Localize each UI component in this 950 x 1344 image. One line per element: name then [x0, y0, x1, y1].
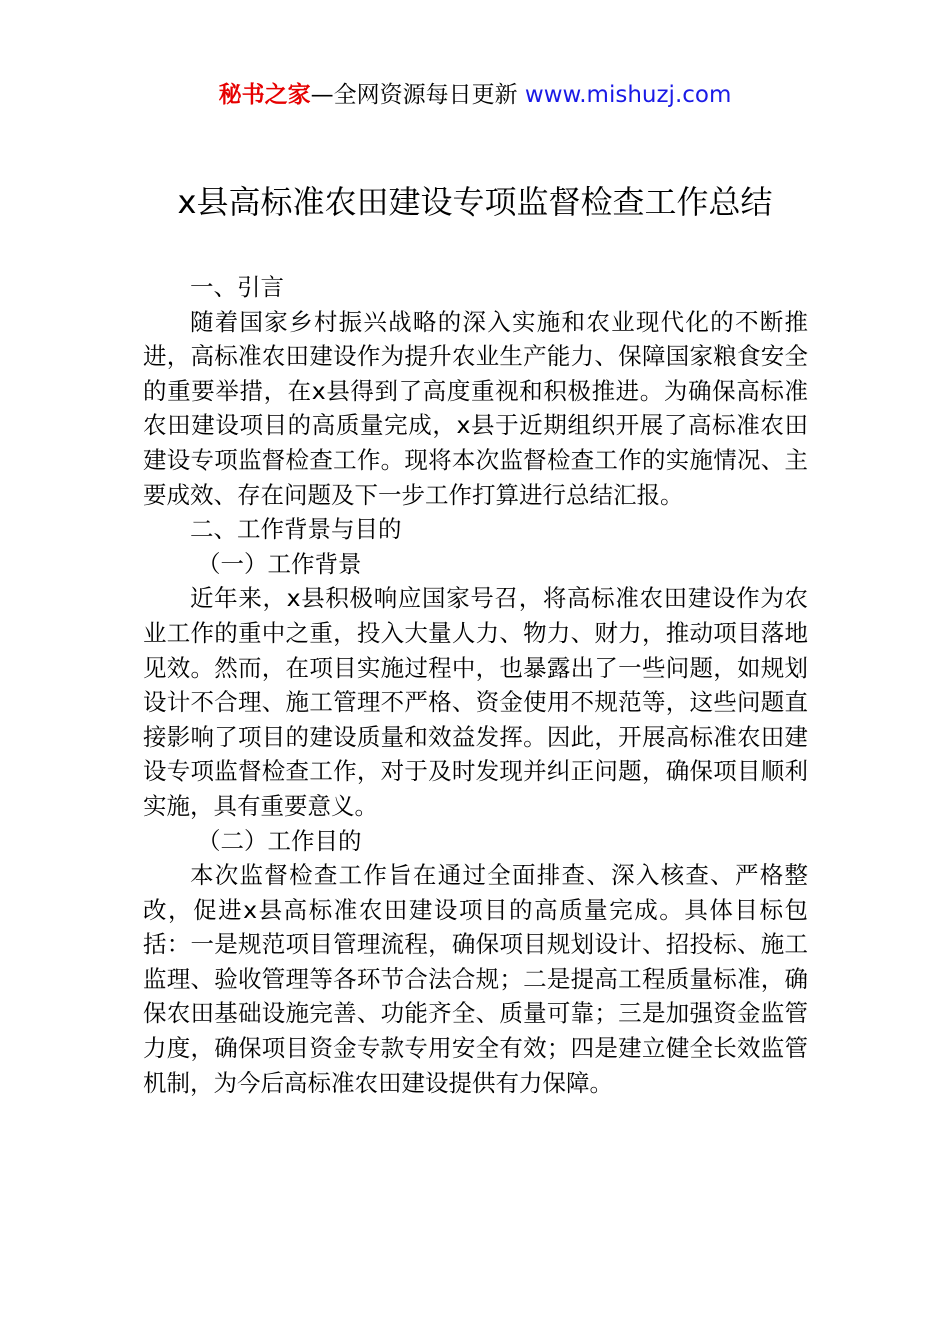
- paragraph-intro: 随着国家乡村振兴战略的深入实施和农业现代化的不断推进，高标准农田建设作为提升农业生产能力、保障国家粮食安全的重要举措，在x县得到了高度重视和积极推进。为确保高标准农田建设项目的高质量完成，x县于近期组织开展了高标准农田建设专项监督检查工作。现将本次监督检查工作的实施情况、主要成效、存在问题及下一步工作打算进行总结汇报。: [143, 307, 808, 509]
- site-header: [0, 78, 950, 112]
- paragraph-purpose: 本次监督检查工作旨在通过全面排查、深入核查、严格整改，促进x县高标准农田建设项目的高质量完成。具体目标包括：一是规范项目管理流程，确保项目规划设计、招投标、施工监理、验收管理等各环节合法合规；二是提高工程质量标准，确保农田基础设施完善、功能齐全、质量可靠；三是加强资金监管力度，确保项目资金专款专用安全有效；四是建立健全长效监管机制，为今后高标准农田建设提供有力保障。: [143, 861, 808, 1097]
- site-brand: 秘书之家: [218, 82, 311, 108]
- document-body: [143, 270, 808, 1100]
- section-heading-intro: 一、引言: [190, 273, 284, 301]
- subheading-work-purpose: （二）工作目的: [197, 826, 362, 855]
- document-title: x县高标准农田建设专项监督检查工作总结: [177, 183, 773, 221]
- site-tagline: —全网资源每日更新: [310, 82, 525, 108]
- section-heading-background: 二、工作背景与目的: [190, 515, 402, 544]
- site-url-link[interactable]: www.mishuzj.com: [524, 82, 732, 108]
- paragraph-background: 近年来，x县积极响应国家号召，将高标准农田建设作为农业工作的重中之重，投入大量人力、物力、财力，推动项目落地见效。然而，在项目实施过程中，也暴露出了一些问题，如规划设计不合理、施工管理不严格、资金使用不规范等，这些问题直接影响了项目的建设质量和效益发挥。因此，开展高标准农田建设专项监督检查工作，对于及时发现并纠正问题，确保项目顺利实施，具有重要意义。: [143, 584, 808, 820]
- subheading-work-background: （一）工作背景: [197, 549, 362, 578]
